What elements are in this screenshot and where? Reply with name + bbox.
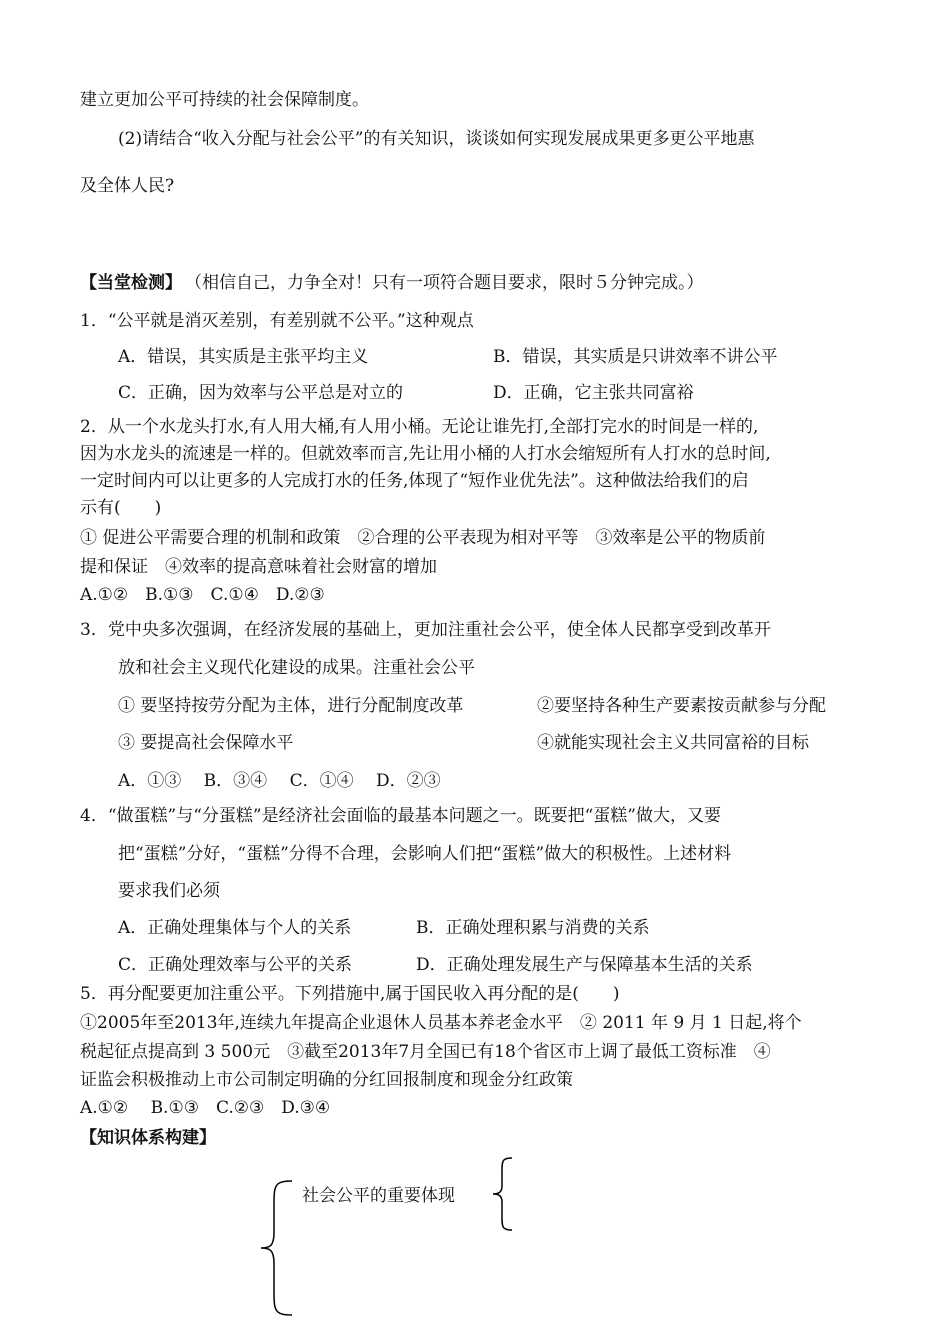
question-4-line-1: 4．“做蛋糕”与“分蛋糕”是经济社会面临的最基本问题之一。既要把“蛋糕”做大，又要 — [80, 806, 721, 826]
question-2-line-6: 提和保证 ④效率的提高意味着社会财富的增加 — [80, 557, 437, 577]
question-3-option-2: ②要坚持各种生产要素按贡献参与分配 — [537, 696, 826, 716]
question-1-stem: 1．“公平就是消灭差别，有差别就不公平。”这种观点 — [80, 311, 474, 331]
question-4-line-2: 把“蛋糕”分好，“蛋糕”分得不合理，会影响人们把“蛋糕”做大的积极性。上述材料 — [118, 844, 732, 864]
question-3-option-4: ④就能实现社会主义共同富裕的目标 — [537, 733, 809, 753]
section-knowledge-heading: 【知识体系构建】 — [80, 1128, 216, 1148]
question-3-option-3: ③ 要提高社会保障水平 — [118, 733, 294, 753]
question-3-line-2: 放和社会主义现代化建设的成果。注重社会公平 — [118, 658, 475, 678]
section-test-heading: 【当堂检测】 — [80, 273, 182, 293]
question-3-option-1: ① 要坚持按劳分配为主体，进行分配制度改革 — [118, 696, 464, 716]
question-4-option-b: B．正确处理积累与消费的关系 — [416, 918, 650, 938]
question-5-line-1: 5．再分配要更加注重公平。下列措施中,属于国民收入再分配的是( ) — [80, 984, 620, 1004]
question-2-options: A.①② B.①③ C.①④ D.②③ — [80, 585, 325, 605]
section-test-instruction: （相信自己，力争全对！只有一项符合题目要求，限时５分钟完成。） — [185, 273, 704, 293]
question-2-prompt-line-2: 及全体人民? — [80, 176, 175, 196]
question-5-line-2: ①2005年至2013年,连续九年提高企业退休人员基本养老金水平 ② 2011 年 9 月 1 日起,将个 — [80, 1013, 802, 1033]
question-1-option-b: B．错误，其实质是只讲效率不讲公平 — [493, 347, 778, 367]
question-2-line-2: 因为水龙头的流速是一样的。但就效率而言,先让用小桶的人打水会缩短所有人打水的总时间, — [80, 444, 771, 464]
question-2-line-4: 示有( ) — [80, 498, 162, 518]
question-5-line-3: 税起征点提高到 3 500元 ③截至2013年7月全国已有18个省区市上调了最低工资标准 ④ — [80, 1042, 771, 1062]
question-2-line-3: 一定时间内可以让更多的人完成打水的任务,体现了“短作业优先法”。这种做法给我们的启 — [80, 471, 749, 491]
intro-line-1: 建立更加公平可持续的社会保障制度。 — [80, 90, 369, 110]
question-4-option-c: C．正确处理效率与公平的关系 — [118, 955, 353, 975]
knowledge-node-social-fairness: 社会公平的重要体现 — [302, 1186, 455, 1206]
question-3-line-1: 3．党中央多次强调，在经济发展的基础上，更加注重社会公平，使全体人民都享受到改革开 — [80, 620, 771, 640]
question-2-line-1: 2．从一个水龙头打水,有人用大桶,有人用小桶。无论让谁先打,全部打完水的时间是一样的, — [80, 417, 759, 437]
question-4-option-d: D．正确处理发展生产与保障基本生活的关系 — [416, 955, 753, 975]
question-1-option-a: A．错误，其实质是主张平均主义 — [118, 347, 369, 367]
inner-left-brace-icon — [490, 1156, 516, 1232]
outer-left-brace-icon — [258, 1178, 298, 1318]
question-1-option-d: D．正确，它主张共同富裕 — [493, 383, 694, 403]
question-5-line-4: 证监会积极推动上市公司制定明确的分红回报制度和现金分红政策 — [80, 1070, 573, 1090]
question-4-option-a: A．正确处理集体与个人的关系 — [118, 918, 352, 938]
question-3-options: A．①③ B．③④ C．①④ D．②③ — [118, 771, 441, 791]
question-5-options: A.①② B.①③ C.②③ D.③④ — [80, 1098, 331, 1118]
question-2-prompt-line-1: (2)请结合“收入分配与社会公平”的有关知识，谈谈如何实现发展成果更多更公平地惠 — [118, 129, 755, 149]
question-1-option-c: C．正确，因为效率与公平总是对立的 — [118, 383, 404, 403]
question-2-line-5: ① 促进公平需要合理的机制和政策 ②合理的公平表现为相对平等 ③效率是公平的物质前 — [80, 528, 766, 548]
question-4-line-3: 要求我们必须 — [118, 881, 220, 901]
